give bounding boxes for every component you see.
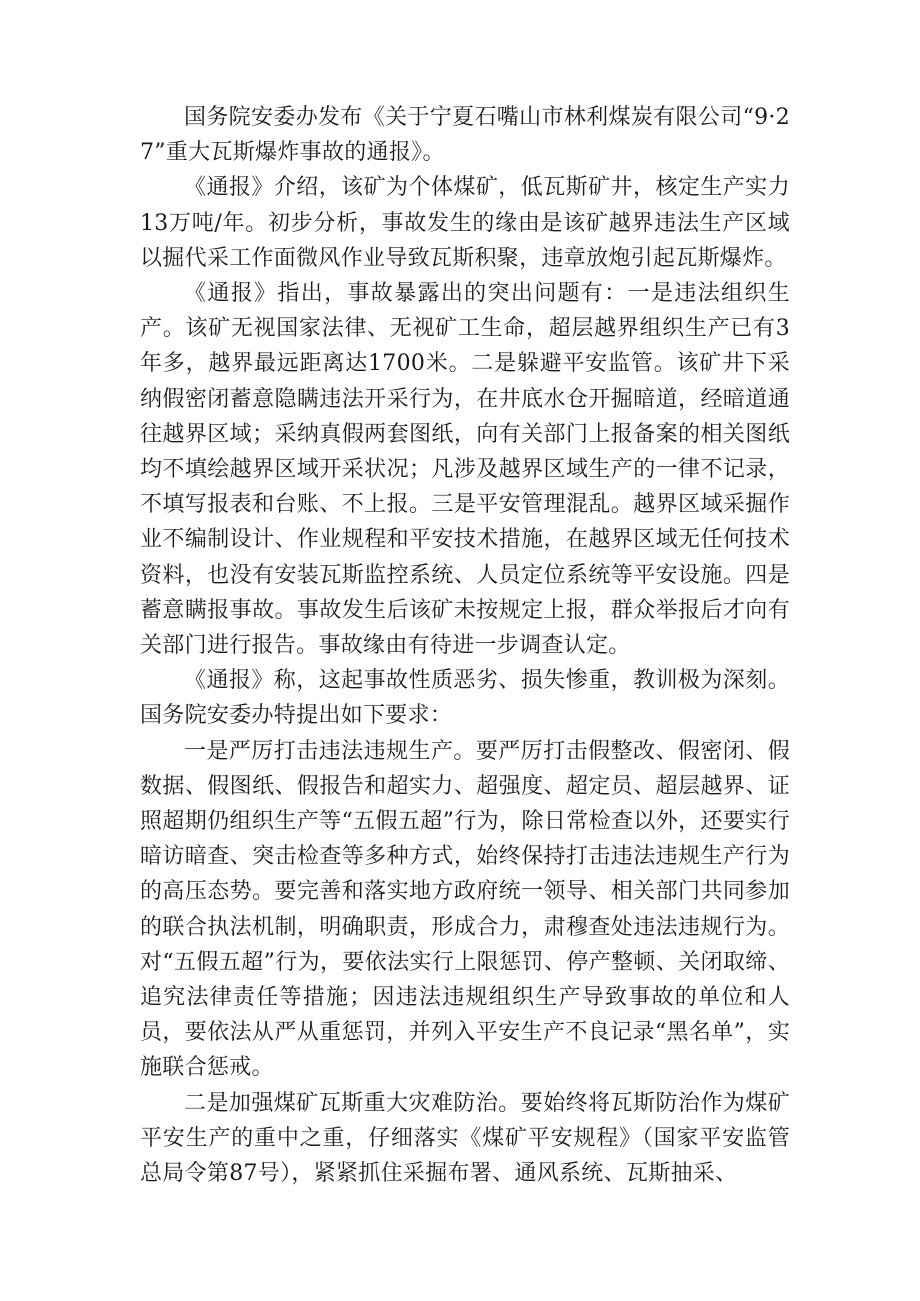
paragraph-requirement-one: 一是严厉打击违法违规生产。要严厉打击假整改、假密闭、假数据、假图纸、假报告和超实力、超强度、超定员、超层越界、证照超期仍组织生产等“五假五超”行为，除日常检查以外，还要实行暗访暗查、突击检查等多种方式，始终保持打击违法违规生产行为的高压态势。要完善和落实地方政府统一领导、相关部门共同参加的联合执法机制，明确职责，形成合力，肃穆查处违法违规行为。对“五假五超”行为，要依法实行上限惩罚、停产整顿、关闭取缔、追究法律责任等措施；因违法违规组织生产导致事故的单位和人员，要依法从严从重惩罚，并列入平安生产不良记录“黑名单”，实施联合惩戒。 xyxy=(140,738,790,1081)
paragraph-requirements-lead: 《通报》称，这起事故性质恶劣、损失惨重，教训极为深刻。国务院安委办特提出如下要求： xyxy=(140,668,790,729)
paragraph-problems: 《通报》指出，事故暴露出的突出问题有：一是违法组织生产。该矿无视国家法律、无视矿工生命，超层越界组织生产已有3年多，越界最远距离达1700米。二是躲避平安监管。该矿井下采纳假密闭蓄意隐瞒违法开采行为，在井底水仓开掘暗道，经暗道通往越界区域；采纳真假两套图纸，向有关部门上报备案的相关图纸均不填绘越界区域开采状况；凡涉及越界区域生产的一律不记录，不填写报表和台账、不上报。三是平安管理混乱。越界区域采掘作业不编制设计、作业规程和平安技术措施，在越界区域无任何技术资料，也没有安装瓦斯监控系统、人员定位系统等平安设施。四是蓄意瞒报事故。事故发生后该矿未按规定上报，群众举报后才向有关部门进行报告。事故缘由有待进一步调查认定。 xyxy=(140,281,790,659)
paragraph-requirement-two: 二是加强煤矿瓦斯重大灾难防治。要始终将瓦斯防治作为煤矿平安生产的重中之重，仔细落实《煤矿平安规程》（国家平安监管总局令第87号），紧紧抓住采掘布署、通风系统、瓦斯抽采、 xyxy=(140,1090,790,1187)
paragraph-intro: 国务院安委办发布《关于宁夏石嘴山市林利煤炭有限公司“9·27”重大瓦斯爆炸事故的通报》。 xyxy=(140,105,790,166)
document-body xyxy=(140,100,790,1191)
paragraph-introduction: 《通报》介绍，该矿为个体煤矿，低瓦斯矿井，核定生产实力13万吨/年。初步分析，事故发生的缘由是该矿越界违法生产区域以掘代采工作面微风作业导致瓦斯积聚，违章放炮引起瓦斯爆炸。 xyxy=(140,175,790,271)
